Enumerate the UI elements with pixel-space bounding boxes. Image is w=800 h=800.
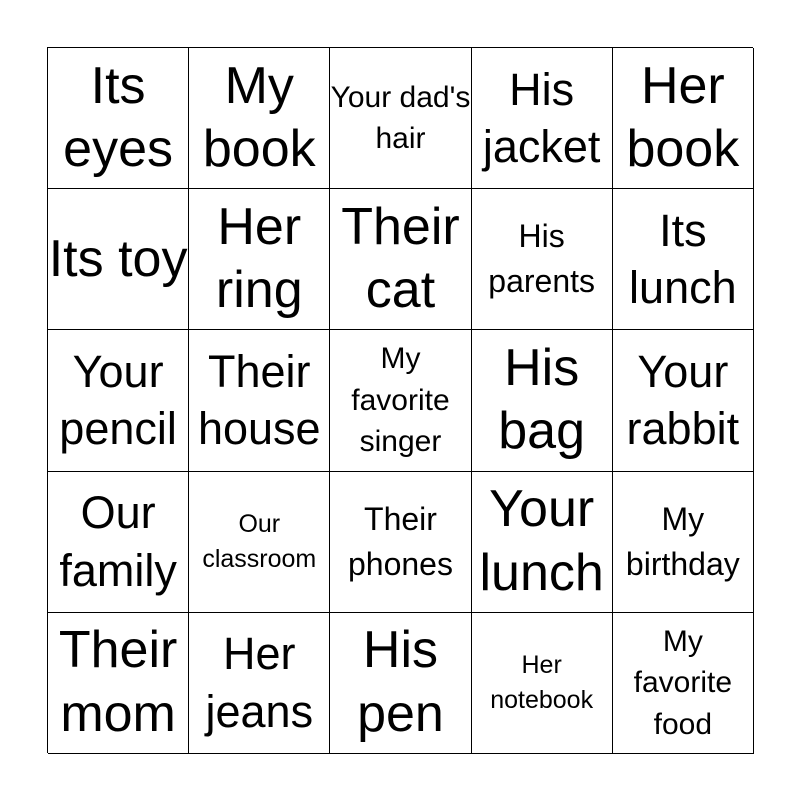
bingo-cell[interactable] xyxy=(189,48,330,189)
bingo-cell[interactable] xyxy=(48,472,189,613)
cell-text: My favorite food xyxy=(633,624,733,741)
bingo-cell[interactable] xyxy=(330,189,471,330)
cell-text: Your rabbit xyxy=(626,345,740,455)
bingo-cell[interactable] xyxy=(613,189,754,330)
bingo-cell[interactable] xyxy=(613,472,754,613)
cell-text: Her jeans xyxy=(205,628,314,737)
bingo-cell[interactable] xyxy=(48,613,189,754)
bingo-cell[interactable] xyxy=(189,613,330,754)
bingo-cell[interactable] xyxy=(613,330,754,471)
cell-text: His parents xyxy=(488,218,596,300)
bingo-cell[interactable] xyxy=(330,330,471,471)
bingo-cell[interactable] xyxy=(189,330,330,471)
cell-text: Your pencil xyxy=(59,345,177,455)
bingo-cell[interactable] xyxy=(472,613,613,754)
cell-text: Our family xyxy=(59,487,177,596)
cell-text: His pen xyxy=(357,621,444,743)
bingo-cell[interactable] xyxy=(330,613,471,754)
cell-text: His bag xyxy=(498,339,586,461)
cell-text: My book xyxy=(202,56,316,179)
bingo-cell[interactable] xyxy=(48,48,189,189)
cell-text: Her ring xyxy=(215,197,303,320)
bingo-board xyxy=(47,47,753,753)
bingo-cell[interactable] xyxy=(472,472,613,613)
bingo-cell[interactable] xyxy=(48,189,189,330)
bingo-cell[interactable] xyxy=(330,472,471,613)
cell-text: Your lunch xyxy=(479,480,604,602)
cell-text: Her notebook xyxy=(490,650,594,714)
bingo-cell[interactable] xyxy=(613,613,754,754)
bingo-cell[interactable] xyxy=(472,48,613,189)
bingo-cell[interactable] xyxy=(472,189,613,330)
cell-text: Their cat xyxy=(341,197,460,320)
cell-text: Their mom xyxy=(58,621,178,743)
cell-text: Their house xyxy=(197,345,321,455)
cell-text: Its eyes xyxy=(63,56,174,179)
bingo-cell[interactable] xyxy=(472,330,613,471)
cell-text: Its lunch xyxy=(629,204,737,314)
bingo-cell[interactable] xyxy=(189,189,330,330)
cell-text: My birthday xyxy=(625,500,740,582)
cell-text: Her book xyxy=(626,56,740,179)
cell-text: Their phones xyxy=(347,500,453,582)
cell-text: Your dad's hair xyxy=(330,80,471,156)
cell-text: His jacket xyxy=(482,63,601,173)
bingo-cell[interactable] xyxy=(613,48,754,189)
bingo-cell[interactable] xyxy=(330,48,471,189)
bingo-cell[interactable] xyxy=(48,330,189,471)
cell-text: Its toy xyxy=(48,229,188,288)
cell-text: My favorite singer xyxy=(351,342,450,459)
cell-text: Our classroom xyxy=(202,509,317,573)
bingo-cell[interactable] xyxy=(189,472,330,613)
